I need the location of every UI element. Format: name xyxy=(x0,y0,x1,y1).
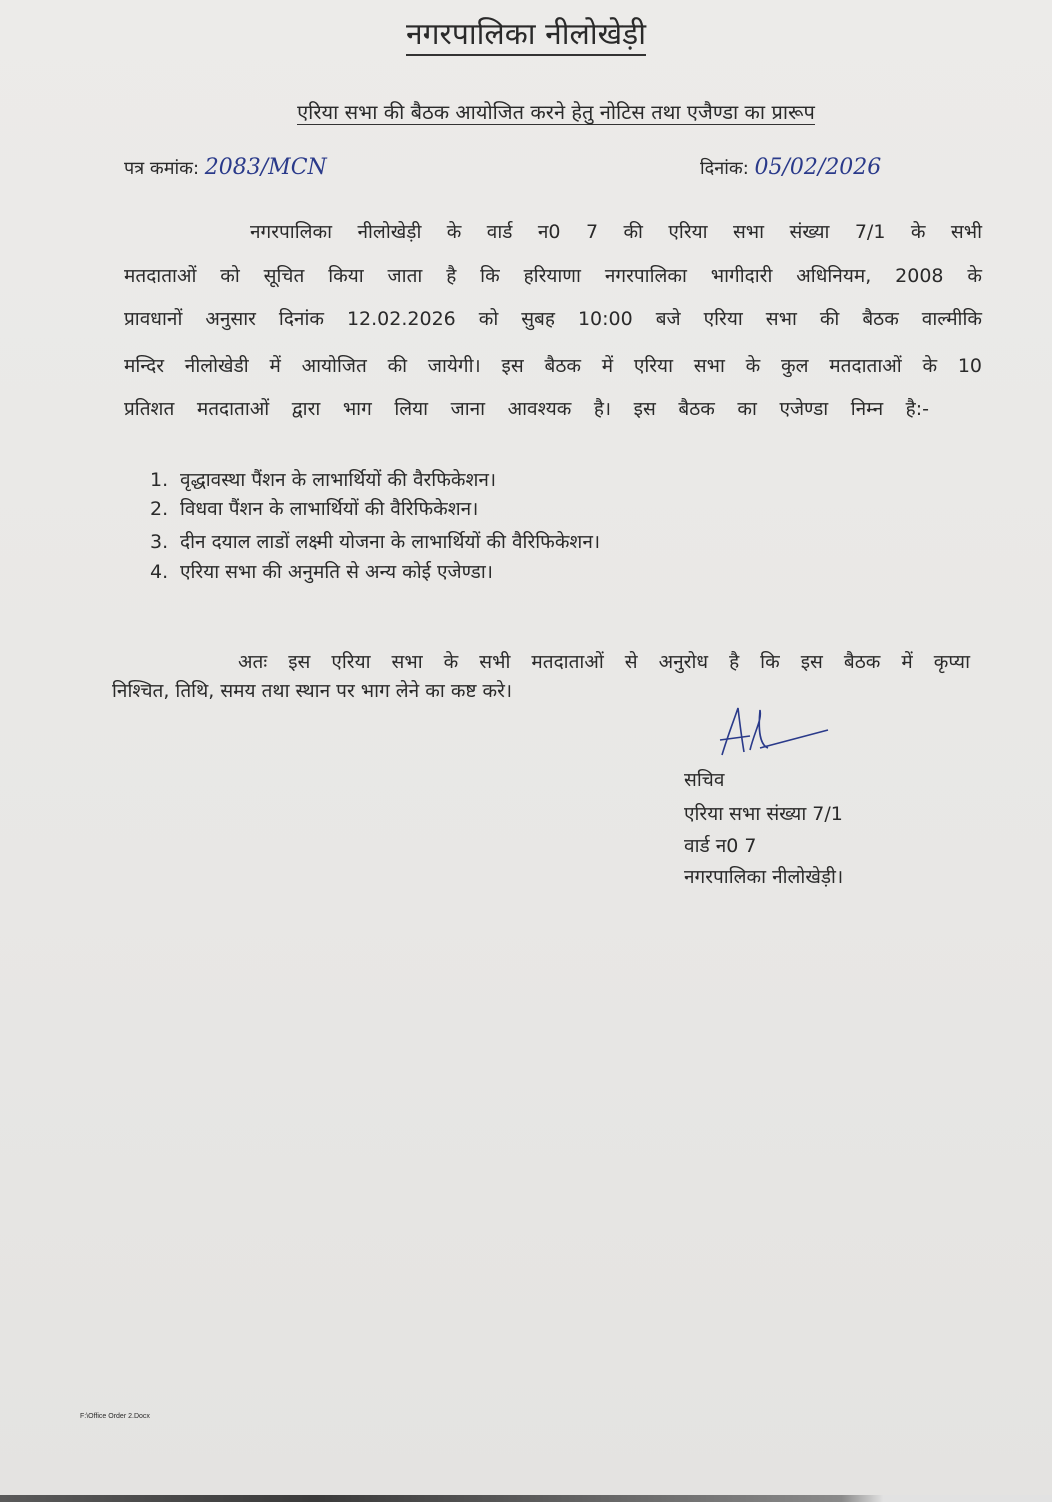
closing-line: अतः इस एरिया सभा के सभी मतदाताओं से अनुरोध है कि इस बैठक में कृप्या xyxy=(238,651,970,673)
body-line: प्रावधानों अनुसार दिनांक 12.02.2026 को सुबह 10:00 बजे एरिया सभा की बैठक वाल्मीकि xyxy=(124,308,982,330)
agenda-text: दीन दयाल लाडों लक्ष्मी योजना के लाभार्थियों की वैरिफिकेशन। xyxy=(180,531,601,553)
body-line: मतदाताओं को सूचित किया जाता है कि हरियाणा नगरपालिका भागीदारी अधिनियम, 2008 के xyxy=(124,265,982,287)
signatory-line: वार्ड न0 7 xyxy=(684,835,757,857)
signature-scribble xyxy=(700,700,840,770)
closing-line: निश्चित, तिथि, समय तथा स्थान पर भाग लेने का कष्ट करे। xyxy=(112,680,513,702)
date-label: दिनांक: xyxy=(700,158,749,179)
agenda-number: 4. xyxy=(150,561,169,583)
subtitle-text: एरिया सभा की बैठक आयोजित करने हेतु नोटिस तथा एजैण्डा का प्रारूप xyxy=(297,100,815,124)
ref-label: पत्र कमांक: xyxy=(124,158,200,179)
reference-number xyxy=(124,155,327,180)
letter-date xyxy=(700,155,881,180)
date-value-handwritten: 05/02/2026 xyxy=(754,155,882,180)
file-path-footer: F:\Office Order 2.Docx xyxy=(80,1413,150,1420)
agenda-text: विधवा पैंशन के लाभार्थियों की वैरिफिकेशन। xyxy=(180,498,479,520)
body-line: नगरपालिका नीलोखेड़ी के वार्ड न0 7 की एरिया सभा संख्या 7/1 के सभी xyxy=(250,221,982,243)
agenda-item xyxy=(150,466,496,492)
document-subtitle xyxy=(0,98,1052,125)
body-line: मन्दिर नीलोखेडी में आयोजित की जायेगी। इस बैठक में एरिया सभा के कुल मतदाताओं के 10 xyxy=(124,355,982,377)
agenda-text: एरिया सभा की अनुमति से अन्य कोई एजेण्डा। xyxy=(180,561,493,583)
agenda-number: 3. xyxy=(150,531,169,553)
agenda-item xyxy=(150,558,493,584)
agenda-number: 2. xyxy=(150,498,169,520)
scan-edge xyxy=(0,1495,1052,1502)
agenda-item xyxy=(150,528,600,554)
body-line: प्रतिशत मतदाताओं द्वारा भाग लिया जाना आवश्यक है। इस बैठक का एजेण्डा निम्न है:- xyxy=(124,398,929,420)
signatory-title: सचिव xyxy=(684,769,725,791)
document-title xyxy=(0,12,1052,53)
title-text: नगरपालिका नीलोखेड़ी xyxy=(406,17,646,56)
ref-value-handwritten: 2083/MCN xyxy=(204,155,327,180)
signatory-line: नगरपालिका नीलोखेड़ी। xyxy=(684,866,844,888)
signatory-line: एरिया सभा संख्या 7/1 xyxy=(684,803,843,825)
agenda-number: 1. xyxy=(150,469,169,491)
agenda-text: वृद्धावस्था पैंशन के लाभार्थियों की वैरफिकेशन। xyxy=(180,469,497,491)
agenda-item xyxy=(150,495,478,521)
